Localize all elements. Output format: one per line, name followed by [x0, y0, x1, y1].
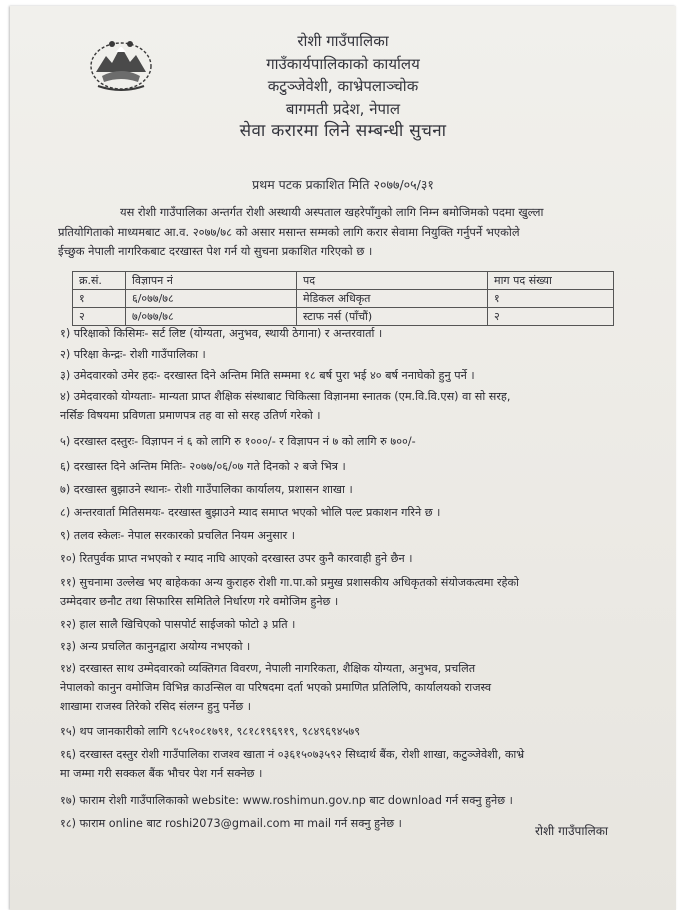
notice-page: [10, 6, 676, 910]
intro-line: प्रतियोगिताको माध्यमबाट आ.व. २०७७/७८ को असार मसान्त सम्मको लागि करार सेवामा नियुक्ति गर्नुपर्ने भएकोले: [58, 224, 520, 239]
notice-header: [10, 30, 676, 142]
table-row: [73, 308, 614, 326]
table-cell: मेडिकल अधिकृत: [297, 290, 488, 308]
list-item: २) परिक्षा केन्द्रः- रोशी गाउँपालिका ।: [60, 348, 206, 361]
column-header: विज्ञापन नं: [126, 272, 297, 290]
table-cell: १: [73, 290, 126, 308]
notice-title: सेवा करारमा लिने सम्बन्धी सुचना: [239, 121, 447, 141]
list-item: ५) दरखास्त दस्तुरः- विज्ञापन नं ६ को लागि रु १०००/- र विज्ञापन नं ७ को लागि रु ७००/-: [60, 435, 416, 448]
list-item: मा जम्मा गरी सक्कल बैंक भौचर पेश गर्न सक्नेछ ।: [60, 767, 263, 780]
intro-line: यस रोशी गाउँपालिका अन्तर्गत रोशी अस्थायी अस्पताल खहरेपाँगुको लागि निम्न बमोजिमको पदमा खुल्ला: [120, 205, 544, 219]
list-item: १) परिक्षाको किसिमः- सर्ट लिष्ट (योग्यता, अनुभव, स्थायी ठेगाना) र अन्तरवार्ता ।: [60, 327, 383, 340]
list-item: १०) रितपुर्वक प्राप्त नभएको र म्याद नाघि आएको दरखास्त उपर कुनै कारवाही हुने छैन ।: [60, 552, 413, 565]
signature-municipality: रोशी गाउँपालिका: [535, 824, 609, 838]
list-item: १२) हाल सालै खिचिएको पासपोर्ट साईजको फोटो ३ प्रति ।: [60, 618, 296, 631]
list-item: उम्मेदवार छनौट तथा सिफारिस समितिले निर्धारण गरे वमोजिम हुनेछ ।: [60, 595, 339, 608]
list-item: ७) दरखास्त बुझाउने स्थानः- रोशी गाउँपालिका कार्यालय, प्रशासन शाखा ।: [60, 483, 353, 496]
list-item: १५) थप जानकारीको लागि ९८५१०८१७९१, ९८१८१९६९१९, ९८४९६९४५७९: [60, 725, 361, 738]
list-item: नेपालको कानुन वमोजिम विभिन्न काउन्सिल वा परिषदमा दर्ता भएको प्रमाणित प्रतिलिपि, कार्यालयको राजस्व: [60, 681, 492, 694]
column-header: क्र.सं.: [73, 272, 126, 290]
list-item: नर्सिङ विषयमा प्रविणता प्रमाणपत्र तह वा सो सरह उतिर्ण गरेको ।: [60, 409, 321, 422]
table-cell: ७/०७७/७८: [126, 308, 297, 326]
list-item: १७) फाराम रोशी गाउँपालिकाको website: www.roshimun.gov.np बाट download गर्न सक्नु हुनेछ ।: [60, 794, 513, 807]
vacancy-table: [72, 271, 614, 326]
intro-paragraph: [58, 203, 643, 262]
table-cell: स्टाफ नर्स (पाँचौं): [297, 308, 488, 326]
office-location: कटुञ्जेवेशी, काभ्रेपलाञ्चोक: [267, 77, 419, 95]
intro-line: ईच्छुक नेपाली नागरिकबाट दरखास्त पेश गर्न यो सुचना प्रकाशित गरिएको छ ।: [58, 244, 373, 258]
table-cell: २: [488, 308, 614, 326]
list-item: ४) उमेदवारको योग्यताः- मान्यता प्राप्त शैक्षिक संस्थाबाट चिकित्सा विज्ञानमा स्नातक (एम.वि.वि.एस) वा सो सरह,: [60, 390, 511, 403]
municipality-name: रोशी गाउँपालिका: [297, 32, 389, 50]
table-cell: ६/०७७/७८: [126, 290, 297, 308]
condition-list: [60, 326, 650, 837]
list-item: १४) दरखास्त साथ उम्मेदवारको व्यक्तिगत विवरण, नेपाली नागरिकता, शैक्षिक योग्यता, अनुभव, प्रचलित: [60, 662, 476, 675]
list-item: ३) उमेदवारको उमेर हदः- दरखास्त दिने अन्तिम मिति सम्ममा १८ बर्ष पुरा भई ४० बर्ष ननाघेको हुनु पर्ने ।: [60, 369, 475, 382]
list-item: ८) अन्तरवार्ता मितिसमयः- दरखास्त बुझाउने म्याद समाप्त भएको भोलि पल्ट प्रकाशन गरिने छ ।: [60, 506, 441, 519]
list-item: शाखामा राजस्व तिरेको रसिद संलग्न हुनु पर्नेछ ।: [60, 700, 251, 713]
column-header: माग पद संख्या: [488, 272, 614, 290]
publish-date: प्रथम पटक प्रकाशित मिति २०७७/०५/३१: [252, 177, 434, 192]
table-header-row: [73, 272, 614, 290]
list-item: १३) अन्य प्रचलित कानुनद्वारा अयोग्य नभएको ।: [60, 640, 251, 653]
list-item: ६) दरखास्त दिने अन्तिम मितिः- २०७७/०६/०७ गते दिनको २ बजे भित्र ।: [60, 460, 346, 473]
table-row: [73, 290, 614, 308]
office-name: गाउँकार्यपालिकाको कार्यालय: [266, 54, 420, 73]
list-item: १६) दरखास्त दस्तुर रोशी गाउँपालिका राजश्व खाता नं ०३६१५०७३५९२ सिध्दार्थ बैंक, रोशी शाखा, कटुञ्जेवेशी, काभ्रे: [60, 748, 525, 761]
province-name: बागमती प्रदेश, नेपाल: [285, 99, 401, 118]
table-cell: १: [488, 290, 614, 308]
list-item: १८) फाराम online बाट roshi2073@gmail.com मा mail गर्न सक्नु हुनेछ ।: [60, 817, 402, 830]
column-header: पद: [297, 272, 488, 290]
table-cell: २: [73, 308, 126, 326]
list-item: ११) सुचनामा उल्लेख भए बाहेकका अन्य कुराहरु रोशी गा.पा.को प्रमुख प्रशासकीय अधिकृतको संयोजकत्वमा रहेको: [60, 576, 519, 589]
list-item: ९) तलव स्केलः- नेपाल सरकारको प्रचलित नियम अनुसार ।: [60, 529, 296, 542]
